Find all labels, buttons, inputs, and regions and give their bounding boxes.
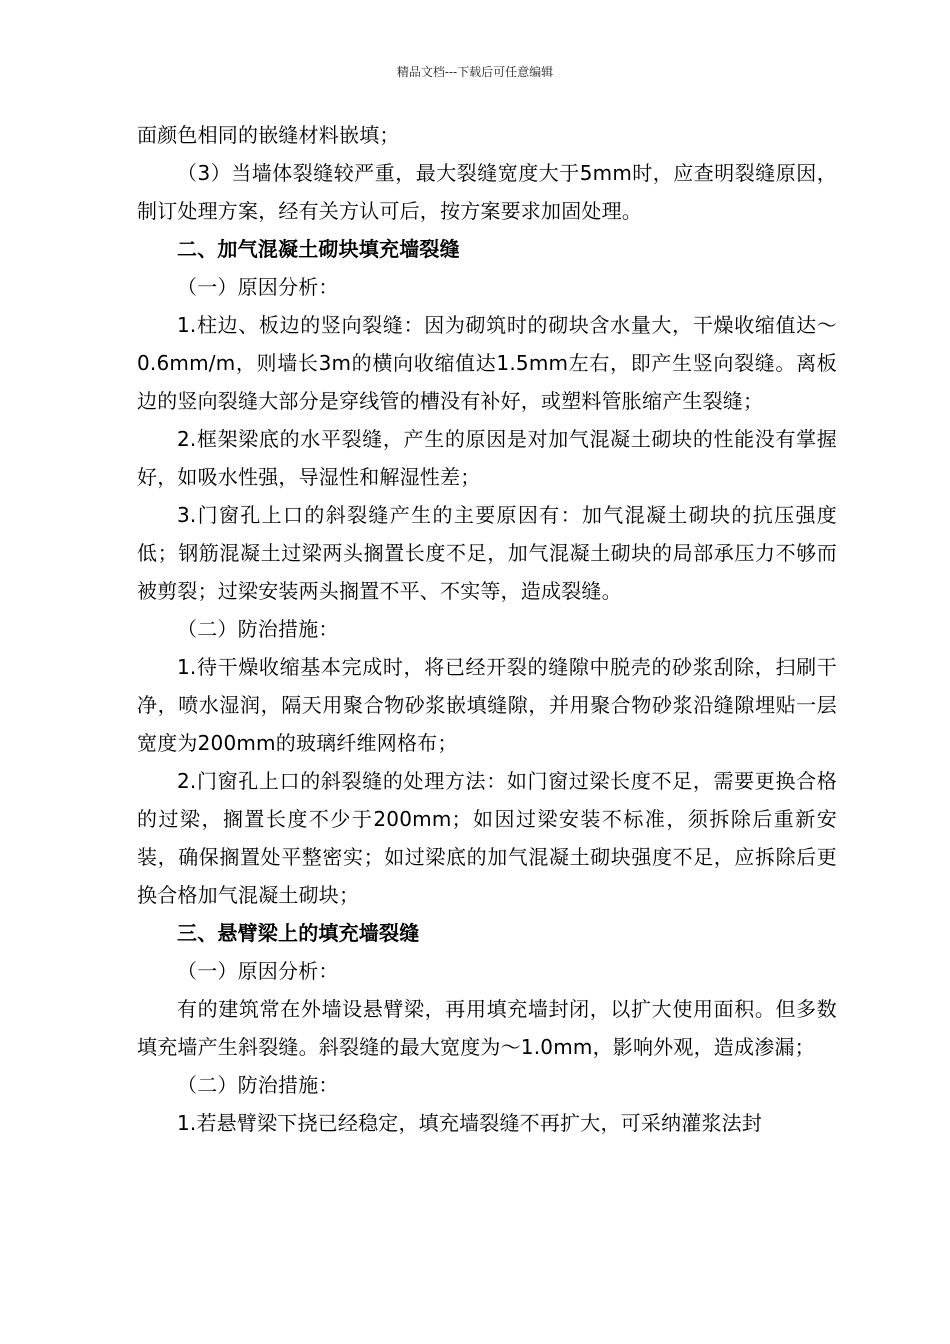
subsection-heading: （二）防治措施： bbox=[177, 617, 339, 641]
paragraph: 2.框架梁底的水平裂缝，产生的原因是对加气混凝土砌块的性能没有掌握好，如吸水性强，导湿性和解湿性差； bbox=[137, 427, 837, 489]
paragraph: 2.门窗孔上口的斜裂缝的处理方法：如门窗过梁长度不足，需要更换合格的过梁，搁置长度不少于200mm；如因过梁安装不标准，须拆除后重新安装，确保搁置处平整密实；如过梁底的加气混凝土砌块强度不足，应拆除后更换合格加气混凝土砌块； bbox=[137, 769, 837, 907]
paragraph: 3.门窗孔上口的斜裂缝产生的主要原因有：加气混凝土砌块的抗压强度低；钢筋混凝土过梁两头搁置长度不足，加气混凝土砌块的局部承压力不够而被剪裂；过梁安装两头搁置不平、不实等，造成裂缝。 bbox=[137, 503, 837, 603]
paragraph: 面颜色相同的嵌缝材料嵌填； bbox=[137, 123, 400, 147]
subsection-heading: （二）防治措施： bbox=[177, 1073, 339, 1097]
paragraph: （3）当墙体裂缝较严重，最大裂缝宽度大于5mm时，应查明裂缝原因，制订处理方案，经有关方认可后，按方案要求加固处理。 bbox=[137, 161, 837, 223]
subsection-heading: （一）原因分析： bbox=[177, 275, 339, 299]
section-heading: 二、加气混凝土砌块填充墙裂缝 bbox=[177, 237, 460, 261]
document-body bbox=[137, 116, 837, 1142]
paragraph: 1.待干燥收缩基本完成时，将已经开裂的缝隙中脱壳的砂浆刮除，扫刷干净，喷水湿润，隔天用聚合物砂浆嵌填缝隙，并用聚合物砂浆沿缝隙埋贴一层宽度为200mm的玻璃纤维网格布； bbox=[137, 655, 837, 755]
paragraph: 1.柱边、板边的竖向裂缝：因为砌筑时的砌块含水量大，干燥收缩值达～0.6mm/m，则墙长3m的横向收缩值达1.5mm左右，即产生竖向裂缝。离板边的竖向裂缝大部分是穿线管的槽没有补好，或塑料管胀缩产生裂缝； bbox=[137, 313, 837, 413]
paragraph: 1.若悬臂梁下挠已经稳定，填充墙裂缝不再扩大，可采纳灌浆法封 bbox=[177, 1111, 763, 1135]
paragraph: 有的建筑常在外墙设悬臂梁，再用填充墙封闭，以扩大使用面积。但多数填充墙产生斜裂缝。斜裂缝的最大宽度为～1.0mm，影响外观，造成渗漏； bbox=[137, 997, 837, 1059]
subsection-heading: （一）原因分析： bbox=[177, 959, 339, 983]
section-heading: 三、悬臂梁上的填充墙裂缝 bbox=[177, 921, 420, 945]
page-header: 精品文档---下载后可任意编辑 bbox=[396, 65, 554, 79]
